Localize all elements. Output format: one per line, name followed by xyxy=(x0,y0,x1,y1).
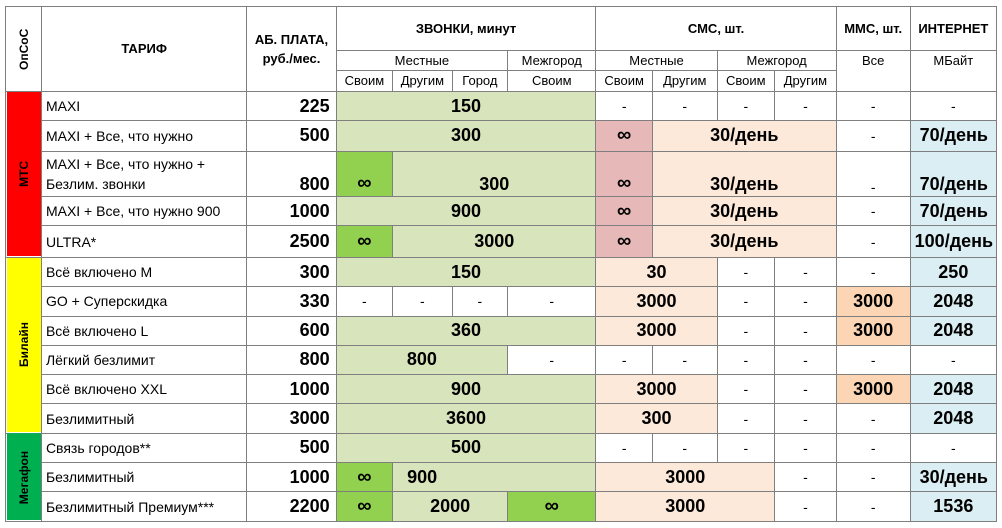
sms-cell: - xyxy=(717,257,775,286)
calls-unlimited-icon: ∞ xyxy=(336,492,392,522)
sms-cell: - xyxy=(775,91,837,120)
monthly-fee: 300 xyxy=(247,257,336,286)
calls-minutes: 3600 xyxy=(336,404,596,433)
operator-beeline: Билайн xyxy=(6,257,42,433)
tariff-name: Всё включено XXL xyxy=(41,375,246,404)
internet-cell: 1536 xyxy=(910,492,996,522)
fee-header: АБ. ПЛАТА, руб./мес. xyxy=(247,7,336,92)
mms-cell: - xyxy=(836,433,910,462)
mms-cell: - xyxy=(836,492,910,522)
tariff-name: Связь городов** xyxy=(41,433,246,462)
calls-minutes: 2000 xyxy=(393,492,508,522)
internet-cell: 250 xyxy=(910,257,996,286)
internet-cell: 70/день xyxy=(910,121,996,151)
mms-cell: 3000 xyxy=(836,316,910,345)
calls-minutes: 900 xyxy=(336,197,596,226)
internet-cell: 2048 xyxy=(910,404,996,433)
tariff-comparison-table xyxy=(5,6,997,522)
sms-count: 30/день xyxy=(652,121,836,151)
monthly-fee: 600 xyxy=(247,316,336,345)
tariff-name: MAXI + Все, что нужно 900 xyxy=(41,197,246,226)
mms-cell: 3000 xyxy=(836,287,910,316)
sms-cell: - xyxy=(717,375,775,404)
mms-cell: - xyxy=(836,257,910,286)
sms-count: 30/день xyxy=(652,151,836,197)
sms-cell: - xyxy=(775,404,837,433)
internet-unit-header: МБайт xyxy=(910,50,996,91)
calls-minutes: 900 xyxy=(336,375,596,404)
calls-local-header: Местные xyxy=(336,50,507,70)
tariff-name: Безлимитный xyxy=(41,463,246,492)
calls-own-header: Своим xyxy=(336,70,392,91)
sms-unlimited-icon: ∞ xyxy=(596,197,652,226)
sms-cell: - xyxy=(652,91,717,120)
calls-minutes: 360 xyxy=(336,316,596,345)
sms-long-header: Межгород xyxy=(717,50,836,70)
calls-other-header: Другим xyxy=(393,70,453,91)
monthly-fee: 1000 xyxy=(247,197,336,226)
sms-cell: - xyxy=(596,433,652,462)
calls-minutes: 300 xyxy=(336,121,596,151)
internet-cell: 2048 xyxy=(910,375,996,404)
internet-cell: - xyxy=(910,91,996,120)
sms-cell: - xyxy=(775,257,837,286)
sms-cell: - xyxy=(775,433,837,462)
sms-cell: - xyxy=(775,492,837,522)
sms-cell: - xyxy=(717,404,775,433)
monthly-fee: 1000 xyxy=(247,463,336,492)
calls-cell: - xyxy=(508,345,596,374)
calls-minutes: 150 xyxy=(336,257,596,286)
internet-cell: 30/день xyxy=(910,463,996,492)
monthly-fee: 2500 xyxy=(247,226,336,257)
calls-minutes: 3000 xyxy=(393,226,596,257)
sms-cell: - xyxy=(652,433,717,462)
sms-own-header: Своим xyxy=(596,70,652,91)
mms-cell: - xyxy=(836,91,910,120)
monthly-fee: 1000 xyxy=(247,375,336,404)
sms-cell: - xyxy=(717,287,775,316)
sms-unlimited-icon: ∞ xyxy=(596,151,652,197)
monthly-fee: 500 xyxy=(247,121,336,151)
tariff-name: ULTRA* xyxy=(41,226,246,257)
calls-minutes: 900 xyxy=(393,463,596,492)
sms-count: 30 xyxy=(596,257,717,286)
tariff-name: MAXI + Все, что нужно + Безлим. звонки xyxy=(41,151,246,197)
tariff-name: Лёгкий безлимит xyxy=(41,345,246,374)
operator-megafon: Мегафон xyxy=(6,433,42,521)
calls-cell: - xyxy=(508,287,596,316)
calls-unlimited-icon: ∞ xyxy=(336,463,392,492)
internet-cell: 2048 xyxy=(910,287,996,316)
tariff-name: GO + Суперскидка xyxy=(41,287,246,316)
operator-header: ОпСоС xyxy=(6,7,42,92)
calls-minutes: 300 xyxy=(393,151,596,197)
sms-count: 3000 xyxy=(596,316,717,345)
tariff-name: Всё включено L xyxy=(41,316,246,345)
monthly-fee: 3000 xyxy=(247,404,336,433)
calls-unlimited-icon: ∞ xyxy=(336,151,392,197)
sms-cell: - xyxy=(717,345,775,374)
tariff-header: ТАРИФ xyxy=(41,7,246,92)
sms-cell: - xyxy=(596,91,652,120)
mms-cell: - xyxy=(836,345,910,374)
mms-header: ММС, шт. xyxy=(836,7,910,51)
tariff-name: MAXI xyxy=(41,91,246,120)
sms-cell: - xyxy=(775,316,837,345)
calls-minutes: 150 xyxy=(336,91,596,120)
sms-cell: - xyxy=(652,345,717,374)
internet-cell: 70/день xyxy=(910,197,996,226)
sms-count: 3000 xyxy=(596,375,717,404)
sms-unlimited-icon: ∞ xyxy=(596,226,652,257)
tariff-name: Безлимитный xyxy=(41,404,246,433)
tariff-name: Всё включено М xyxy=(41,257,246,286)
sms-unlimited-icon: ∞ xyxy=(596,121,652,151)
tariff-name: Безлимитный Премиум*** xyxy=(41,492,246,522)
mms-cell: - xyxy=(836,121,910,151)
calls-unlimited-icon: ∞ xyxy=(336,226,392,257)
internet-cell: - xyxy=(910,345,996,374)
monthly-fee: 500 xyxy=(247,433,336,462)
sms-other-header: Другим xyxy=(652,70,717,91)
sms-count: 3000 xyxy=(596,463,775,492)
calls-city-header: Город xyxy=(452,70,507,91)
internet-header: ИНТЕРНЕТ xyxy=(910,7,996,51)
mms-cell: - xyxy=(836,151,910,197)
sms-cell: - xyxy=(596,345,652,374)
operator-mts: МТС xyxy=(6,91,42,257)
monthly-fee: 330 xyxy=(247,287,336,316)
sms-count: 3000 xyxy=(596,492,775,522)
monthly-fee: 225 xyxy=(247,91,336,120)
sms-cell: - xyxy=(775,287,837,316)
tariff-name: MAXI + Все, что нужно xyxy=(41,121,246,151)
mms-cell: - xyxy=(836,404,910,433)
sms-cell: - xyxy=(775,375,837,404)
internet-cell: 100/день xyxy=(910,226,996,257)
calls-header: ЗВОНКИ, минут xyxy=(336,7,596,51)
sms-count: 3000 xyxy=(596,287,717,316)
sms-local-header: Местные xyxy=(596,50,717,70)
sms-cell: - xyxy=(717,91,775,120)
calls-cell: - xyxy=(336,287,392,316)
sms-long-other-header: Другим xyxy=(775,70,837,91)
calls-cell: - xyxy=(393,287,453,316)
sms-cell: - xyxy=(717,433,775,462)
internet-cell: 70/день xyxy=(910,151,996,197)
internet-cell: 2048 xyxy=(910,316,996,345)
calls-cell: - xyxy=(452,287,507,316)
sms-cell: - xyxy=(775,463,837,492)
sms-cell: - xyxy=(775,345,837,374)
calls-minutes: 800 xyxy=(336,345,507,374)
monthly-fee: 800 xyxy=(247,345,336,374)
sms-long-own-header: Своим xyxy=(717,70,775,91)
calls-long-header: Межгород xyxy=(508,50,596,70)
monthly-fee: 2200 xyxy=(247,492,336,522)
sms-cell: - xyxy=(717,316,775,345)
sms-header: СМС, шт. xyxy=(596,7,836,51)
mms-cell: - xyxy=(836,226,910,257)
monthly-fee: 800 xyxy=(247,151,336,197)
internet-cell: - xyxy=(910,433,996,462)
calls-long-unlimited-icon: ∞ xyxy=(508,492,596,522)
mms-cell: 3000 xyxy=(836,375,910,404)
calls-minutes: 500 xyxy=(336,433,596,462)
mms-cell: - xyxy=(836,463,910,492)
mms-all-header: Все xyxy=(836,50,910,91)
sms-count: 30/день xyxy=(652,226,836,257)
mms-cell: - xyxy=(836,197,910,226)
sms-count: 300 xyxy=(596,404,717,433)
sms-count: 30/день xyxy=(652,197,836,226)
calls-long-own-header: Своим xyxy=(508,70,596,91)
